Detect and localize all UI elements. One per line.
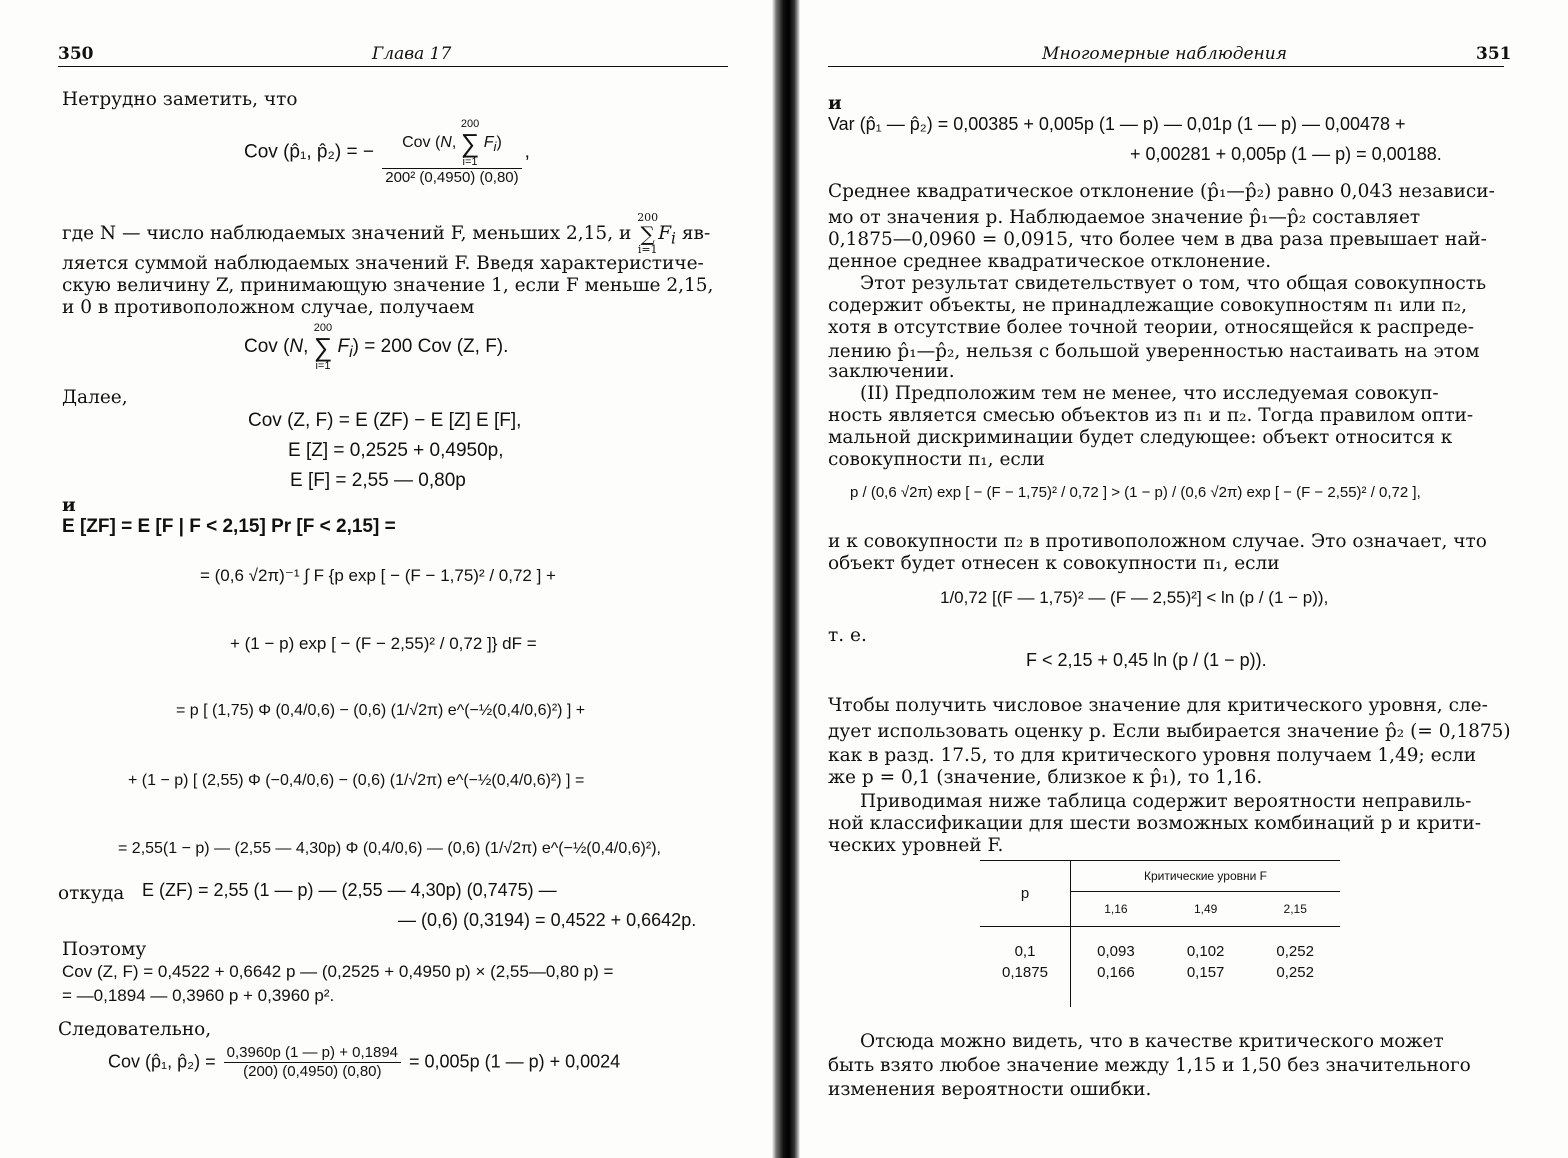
formula-line: 1/0,72 [(F — 1,75)² — (F — 2,55)²] < ln (p / (1 − p)), [940,588,1329,607]
running-title: Многомерные наблюдения [1042,44,1287,64]
text-line: и к совокупности π₂ в противоположном случае. Это означает, что [828,531,1487,552]
text-line: объект будет отнесен к совокупности π₁, если [828,553,1280,574]
misclassification-table [980,860,1340,1007]
right-running-header [790,44,1568,68]
text-line: ческих уровней F. [828,835,1004,856]
text-line: мо от значения p. Наблюдаемое значение p̂₁—p̂₂ составляет [828,207,1421,228]
formula-lhs: Cov (p̂₁, p̂₂) = [108,1051,216,1072]
text-line: денное среднее квадратическое отклонение. [828,251,1272,272]
text-line: хотя в отсутствие более точной теории, относящейся к распреде- [828,317,1475,338]
text-line: т. е. [828,625,867,646]
text-line: скую величину Z, принимающую значение 1, если F меньше 2,15, [62,275,714,296]
formula-denominator: (200) (0,4950) (0,80) [243,1063,382,1080]
text-line: Этот результат свидетельствует о том, что общая совокупность [860,273,1487,294]
formula-lhs: Cov (p̂₁, p̂₂) = − [244,141,374,163]
text-line: и 0 в противоположном случае, получаем [62,297,475,318]
formula-cov-label: Cov [402,134,431,152]
table-cell: 0,093 [1097,943,1135,960]
text-line: дует использовать оценку p. Если выбирается значение p̂₂ (= 0,1875) [828,721,1511,742]
formula-rhs: = 200 Cov (Z, F). [364,336,509,358]
text-line: содержит объекты, не принадлежащие совокупностям π₁ или π₂, [828,295,1467,316]
text-line: же p = 0,1 (значение, близкое к p̂₁), то 1,16. [828,767,1263,788]
text-line: ляется суммой наблюдаемых значений F. Введя характеристиче- [62,253,704,274]
text-line: заключении. [828,361,955,382]
formula-line: + 0,00281 + 0,005p (1 — p) = 0,00188. [1130,144,1442,164]
page-number: 350 [58,44,94,64]
text-line: (II) Предположим тем не менее, что исследуемая совокуп- [860,383,1439,404]
text-line: Следовательно, [58,1019,212,1040]
table-cell: 0,252 [1276,943,1314,960]
text-line: Приводимая ниже таблица содержит вероятности неправиль- [860,791,1472,812]
right-page [790,0,1568,1158]
table-cell: 0,252 [1276,964,1314,981]
header-rule [58,66,728,67]
table-cell: 0,102 [1186,943,1225,960]
formula-cov-n-sum: Cov (N, 200 ∑ i=1 $F_i) = 200$ Cov (Z, F). [244,322,509,372]
text-line: 0,1875—0,0960 = 0,0915, что более чем в два раза превышает най- [828,229,1487,250]
text-line: изменения вероятности ошибки. [828,1079,1152,1100]
text-line: и [62,495,76,516]
formula-line: + (1 − p) exp [ − (F − 2,55)² / 0,72 ]} dF = [230,634,537,653]
formula-line: = p [ (1,75) Φ (0,4/0,6) − (0,6) (1/√2π) e^(−½(0,4/0,6)²) ] + [176,702,586,719]
text-fragment: где N — число наблюдаемых значений F, меньших 2,15, и [62,223,632,244]
table-group-header: Критические уровни F [1071,861,1341,892]
formula-line: Cov (Z, F) = 0,4522 + 0,6642 p — (0,2525 + 0,4950 p) × (2,55—0,80 p) = [62,962,614,981]
text-line: ной классификации для шести возможных комбинаций p и крити- [828,813,1481,834]
text-line: ность является смесью объектов из π₁ и π₂. Тогда правилом опти- [828,405,1474,426]
text-line: откуда [58,883,125,904]
formula-numerator: 0,3960p (1 — p) + 0,1894 [224,1044,401,1063]
table-cell: 0,166 [1097,964,1135,981]
page-number: 351 [1476,44,1512,64]
formula-rhs: = 0,005p (1 — p) + 0,0024 [409,1051,621,1072]
text-line: совокупности π₁, если [828,449,1045,470]
text-line: быть взято любое значение между 1,15 и 1,50 без значительного [828,1055,1471,1076]
text-line: как в разд. 17.5, то для критического уровня получаем 1,49; если [828,745,1477,766]
text-line: Нетрудно заметить, что [62,89,298,110]
table-header-level: 1,16 [1104,902,1128,916]
text-line: и [828,93,842,114]
table-cell: 0,157 [1186,964,1225,981]
formula-line: p / (0,6 √2π) exp [ − (F − 1,75)² / 0,72 ] > (1 − p) / (0,6 √2π) exp [ − (F − 2,55)² / 0,72 ], [850,484,1421,501]
formula-final [108,1044,620,1081]
text-line: лению p̂₁—p̂₂, нельзя с большой уверенностью настаивать на этом [828,341,1480,362]
formula-line: F < 2,15 + 0,45 ln (p / (1 − p)). [1026,650,1267,670]
text-fragment: яв- [681,223,711,244]
text-line: Поэтому [62,939,147,960]
formula-line: E [F] = 2,55 — 0,80p [290,470,466,491]
formula-line: E [Z] = 0,2525 + 0,4950p, [288,440,504,461]
formula-line: + (1 − p) [ (2,55) Φ (−0,4/0,6) − (0,6) (1/√2π) e^(−½(0,4/0,6)²) ] = [128,772,585,789]
formula-line: — (0,6) (0,3194) = 0,4522 + 0,6642p. [398,910,697,930]
table-row [980,927,1340,963]
table-cell-p: 0,1875 [980,962,1071,1007]
text-line: Далее, [62,387,128,408]
text-line: где N — число наблюдаемых значений F, меньших 2,15, и 200 ∑ i=1 $F_i$ яв- [62,211,711,256]
formula-line: = (0,6 √2π)⁻¹ ∫ F {p exp [ − (F − 1,75)² / 0,72 ] + [200,566,556,585]
running-title: Глава 17 [372,44,452,64]
formula-line: = 2,55(1 − p) — (2,55 — 4,30p) Φ (0,4/0,6) — (0,6) (1/√2π) e^(−½(0,4/0,6)²), [118,840,661,857]
text-line: Чтобы получить числовое значение для критического уровня, сле- [828,695,1488,716]
formula-line: E [ZF] = E [F | F < 2,15] Pr [F < 2,15] = [62,516,396,537]
formula-line: Cov (Z, F) = E (ZF) − E [Z] E [F], [248,410,522,431]
table-header-level: 2,15 [1283,902,1307,916]
formula-line: Var (p̂₁ — p̂₂) = 0,00385 + 0,005p (1 — p) — 0,01p (1 — p) — 0,00478 + [828,114,1406,134]
table-header-p: p [980,861,1071,927]
formula-denominator: 200² (0,4950) (0,80) [385,169,519,186]
text-line: мальной дискриминации будет следующее: объект относится к [828,427,1453,448]
formula-line: E (ZF) = 2,55 (1 — p) — (2,55 — 4,30p) (0,7475) — [142,880,557,900]
left-page [0,0,770,1158]
formula-line: = —0,1894 — 0,3960 p + 0,3960 p². [62,986,335,1005]
text-line: Среднее квадратическое отклонение (p̂₁—p̂₂) равно 0,043 независи- [828,181,1495,202]
table-header-level: 1,49 [1193,902,1218,916]
table-cell-p: 0,1 [980,927,1071,963]
formula-cov-p1p2: Cov (p̂₁, p̂₂) = − Cov (N, 200 ∑ i=1 $F_i$) 200² (0,4950) (0,80) , [244,118,530,186]
left-running-header [0,44,770,68]
header-rule [828,66,1504,67]
table-row [980,962,1340,1007]
text-line: Отсюда можно видеть, что в качестве критического может [860,1031,1444,1052]
